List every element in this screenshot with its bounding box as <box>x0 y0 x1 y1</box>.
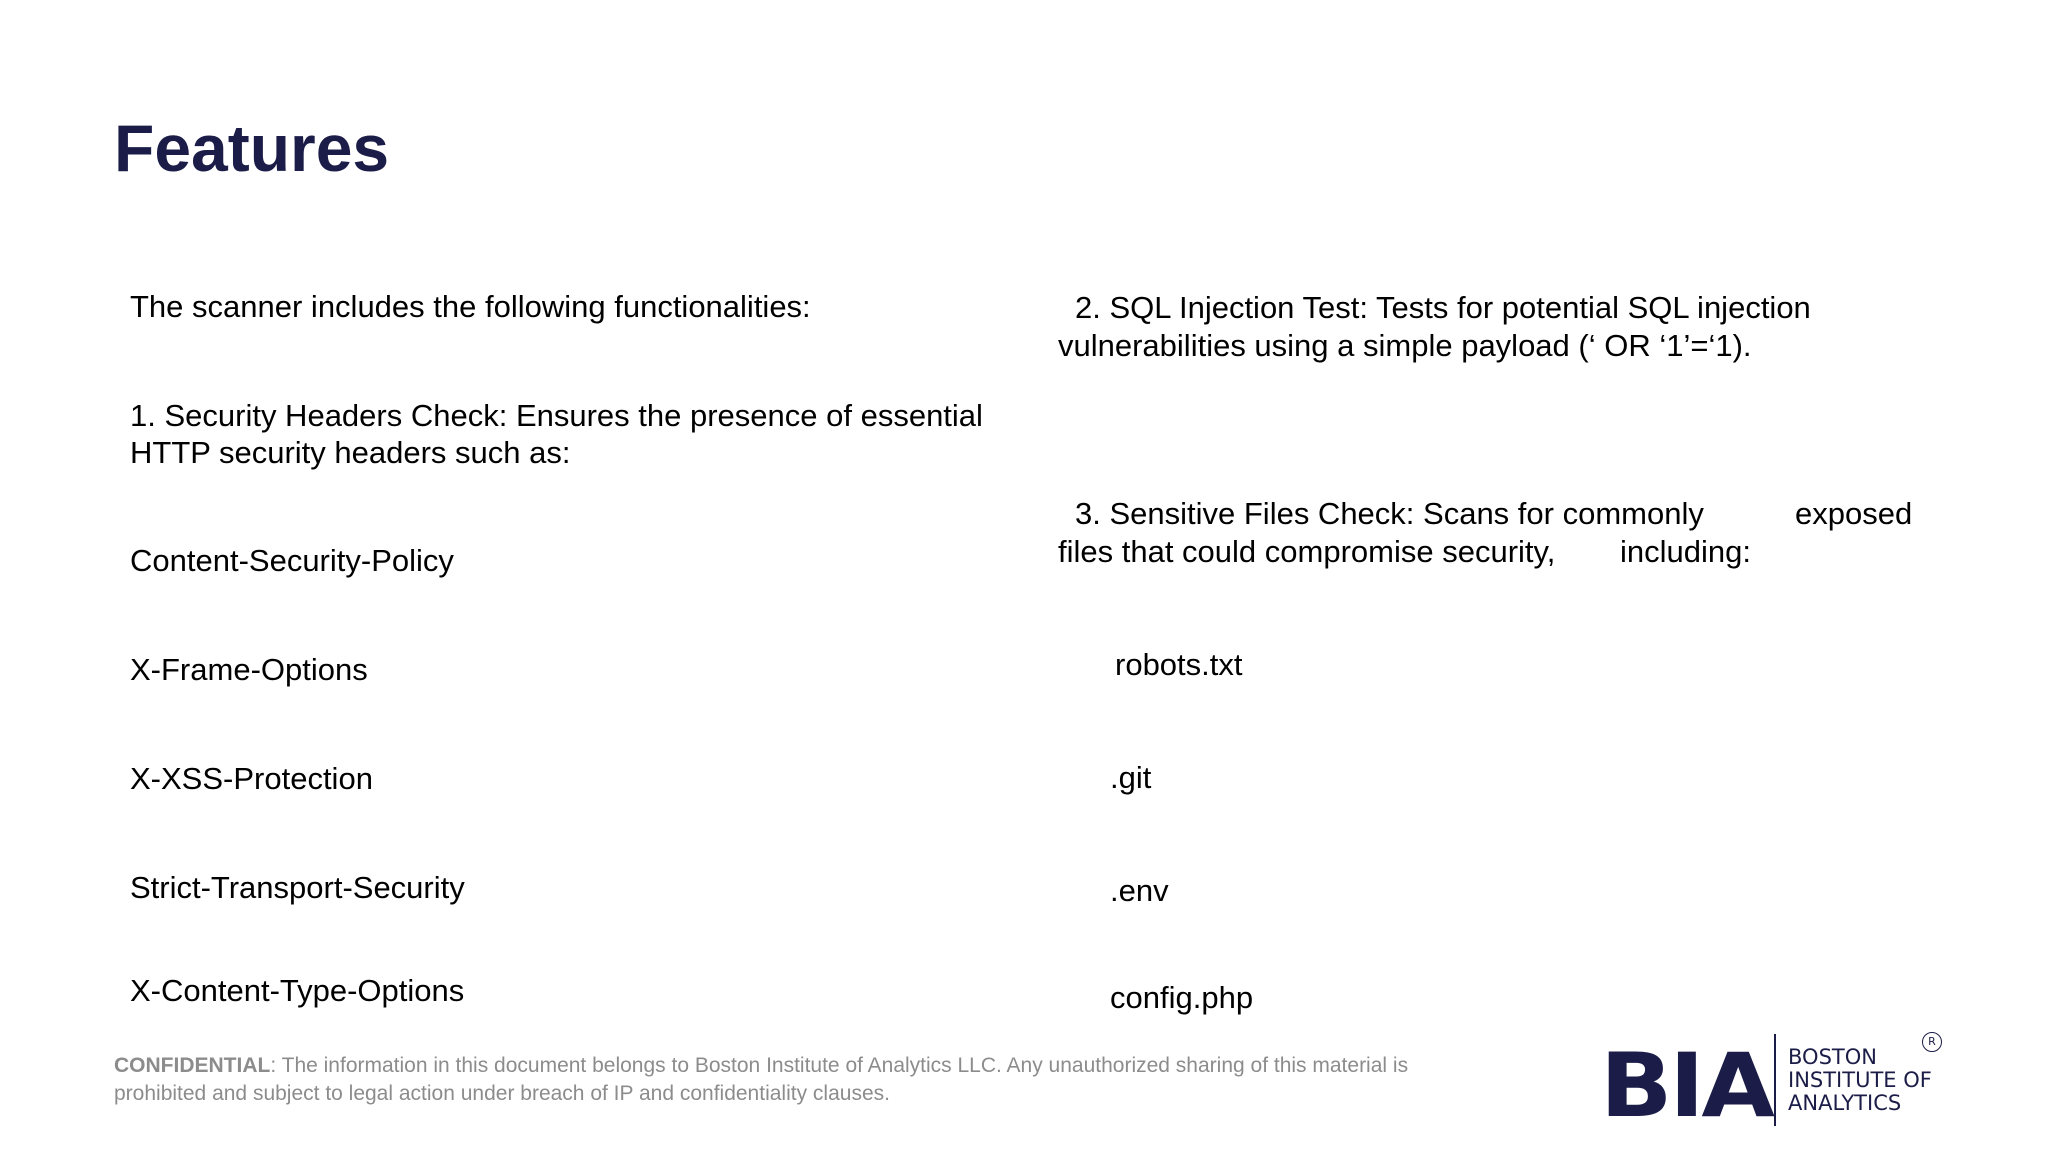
item3-line1-end: exposed <box>1795 496 1913 531</box>
logo-wordmark <box>1788 1046 1932 1115</box>
slide-title: Features <box>114 111 390 185</box>
logo-divider <box>1774 1034 1776 1126</box>
registered-mark-icon: R <box>1922 1032 1942 1052</box>
header-item-x-content-type-options: X-Content-Type-Options <box>130 973 465 1008</box>
item3-line1: 3. Sensitive Files Check: Scans for commonly <box>1075 496 1704 531</box>
item2-line2: vulnerabilities using a simple payload (‘ OR ‘1’=‘1). <box>1058 328 1752 363</box>
item3-line2: files that could compromise security, <box>1058 534 1556 569</box>
item3-line2-end: including: <box>1620 534 1751 569</box>
file-item-git: .git <box>1110 760 1152 795</box>
confidentiality-notice <box>114 1052 1414 1108</box>
item1-line1: 1. Security Headers Check: Ensures the presence of essential <box>130 398 983 433</box>
intro-text: The scanner includes the following functionalities: <box>130 289 811 324</box>
logo-line-analytics: ANALYTICS <box>1788 1091 1902 1115</box>
logo-line-boston: BOSTON <box>1788 1045 1877 1069</box>
header-item-hsts: Strict-Transport-Security <box>130 870 465 905</box>
item2-line1: 2. SQL Injection Test: Tests for potential SQL injection <box>1075 290 1811 325</box>
logo-mark: BIA <box>1600 1034 1772 1137</box>
bia-logo <box>1600 1030 1960 1137</box>
header-item-x-frame-options: X-Frame-Options <box>130 652 368 687</box>
item1-line2: HTTP security headers such as: <box>130 435 571 470</box>
confidential-text: : The information in this document belongs to Boston Institute of Analytics LLC. Any unauthorized sharing of this material is prohibited and subject to legal action under breach of IP and confidentiality clauses. <box>114 1054 1409 1105</box>
file-item-config: config.php <box>1110 980 1254 1015</box>
file-item-robots: robots.txt <box>1115 647 1243 682</box>
header-item-x-xss-protection: X-XSS-Protection <box>130 761 373 796</box>
confidential-label: CONFIDENTIAL <box>114 1054 271 1077</box>
file-item-env: .env <box>1110 873 1169 908</box>
logo-line-institute: INSTITUTE OF <box>1788 1068 1932 1092</box>
header-item-csp: Content-Security-Policy <box>130 543 454 578</box>
